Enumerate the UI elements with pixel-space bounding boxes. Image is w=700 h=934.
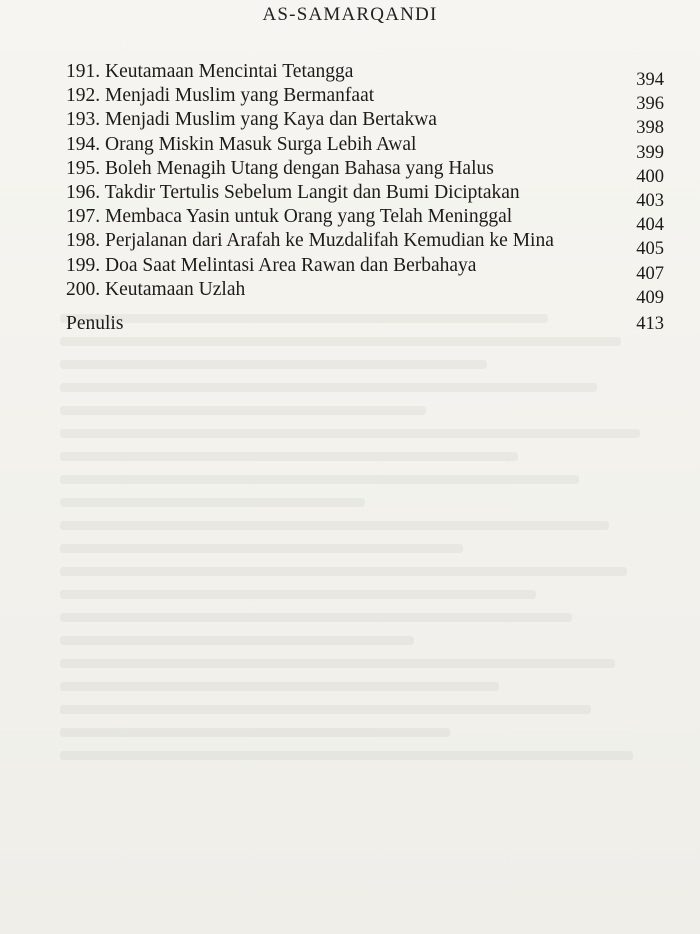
toc-entry-title: 195. Boleh Menagih Utang dengan Bahasa yang Halus: [66, 157, 494, 179]
toc-entry-page: 409: [636, 287, 664, 308]
toc-entry-title: Penulis: [66, 312, 124, 334]
toc-entry-page: 407: [636, 263, 664, 284]
toc-entry-title: 197. Membaca Yasin untuk Orang yang Telah Meninggal: [66, 206, 513, 228]
toc-entry-page: 413: [636, 313, 664, 334]
toc-entry-page: 405: [636, 239, 664, 260]
toc-entry: [66, 254, 666, 284]
toc-entry-title: 193. Menjadi Muslim yang Kaya dan Bertakwa: [66, 109, 437, 131]
toc-entry: [66, 133, 666, 163]
toc-entry-title: 194. Orang Miskin Masuk Surga Lebih Awal: [66, 133, 417, 155]
toc-entry-page: 399: [636, 142, 664, 163]
running-header: AS-SAMARQANDI: [262, 4, 438, 25]
toc-entry-page: 400: [636, 166, 664, 187]
toc-entry-title: 200. Keutamaan Uzlah: [66, 278, 246, 300]
toc-entry-page: 398: [636, 118, 664, 139]
toc-entry-page: 396: [636, 94, 664, 115]
show-through-texture: [60, 300, 670, 920]
toc-entry: [66, 278, 666, 308]
toc-entry-page: 403: [636, 190, 664, 211]
toc-entry-author: [66, 312, 666, 336]
toc-entry-title: 198. Perjalanan dari Arafah ke Muzdalifah Kemudian ke Mina: [66, 230, 554, 252]
table-of-contents: [66, 60, 666, 336]
toc-entry: [66, 157, 666, 187]
toc-entry: [66, 60, 666, 90]
toc-entry-page: 394: [636, 70, 664, 90]
toc-entry: [66, 181, 666, 211]
toc-entry: [66, 84, 666, 115]
toc-entry-title: 199. Doa Saat Melintasi Area Rawan dan Berbahaya: [66, 254, 477, 276]
toc-entry-title: 191. Keutamaan Mencintai Tetangga: [66, 61, 354, 82]
toc-entry: [66, 229, 666, 260]
toc-entry-page: 404: [636, 215, 664, 236]
toc-entry: [66, 108, 666, 139]
toc-entry-title: 196. Takdir Tertulis Sebelum Langit dan Bumi Diciptakan: [66, 181, 520, 203]
toc-entry-title: 192. Menjadi Muslim yang Bermanfaat: [66, 85, 375, 107]
toc-entry: [66, 205, 666, 236]
